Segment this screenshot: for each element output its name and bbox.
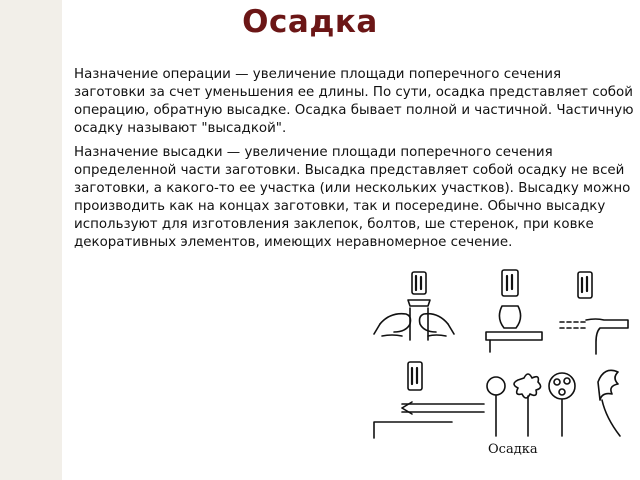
fig-anvil-upset bbox=[486, 270, 542, 352]
left-decor-band bbox=[0, 0, 62, 480]
fig-end-upset bbox=[560, 272, 628, 354]
fig-hands-upsetting bbox=[374, 272, 454, 340]
figure-caption: Осадка bbox=[488, 442, 538, 457]
upsetting-illustration bbox=[372, 262, 632, 462]
slide-body bbox=[74, 66, 634, 258]
fig-hammer-bar bbox=[374, 362, 484, 438]
paragraph-heading: Назначение высадки — увеличение площади поперечного сечения определенной части заготовки. Высадка представляет собой осадку не всей заготовки, а какого-то ее участка (или нескольких участков). Высадку можно производить как на концах заготовки, так и посередине. Обычно высадку используют для изготовления заклепок, болтов, ше стеренок, при ковке декоративных элементов, имеющих неравномерное сечение. bbox=[74, 145, 631, 250]
slide-title: Осадка bbox=[242, 4, 378, 40]
fig-decorative-forms bbox=[487, 370, 620, 436]
paragraph-upsetting: Назначение операции — увеличение площади поперечного сечения заготовки за счет уменьшения ее длины. По сути, осадка представляет собой операцию, обратную высадке. Осадка бывает полной и частичной. Частичную осадку называют "высадкой". bbox=[74, 67, 634, 136]
